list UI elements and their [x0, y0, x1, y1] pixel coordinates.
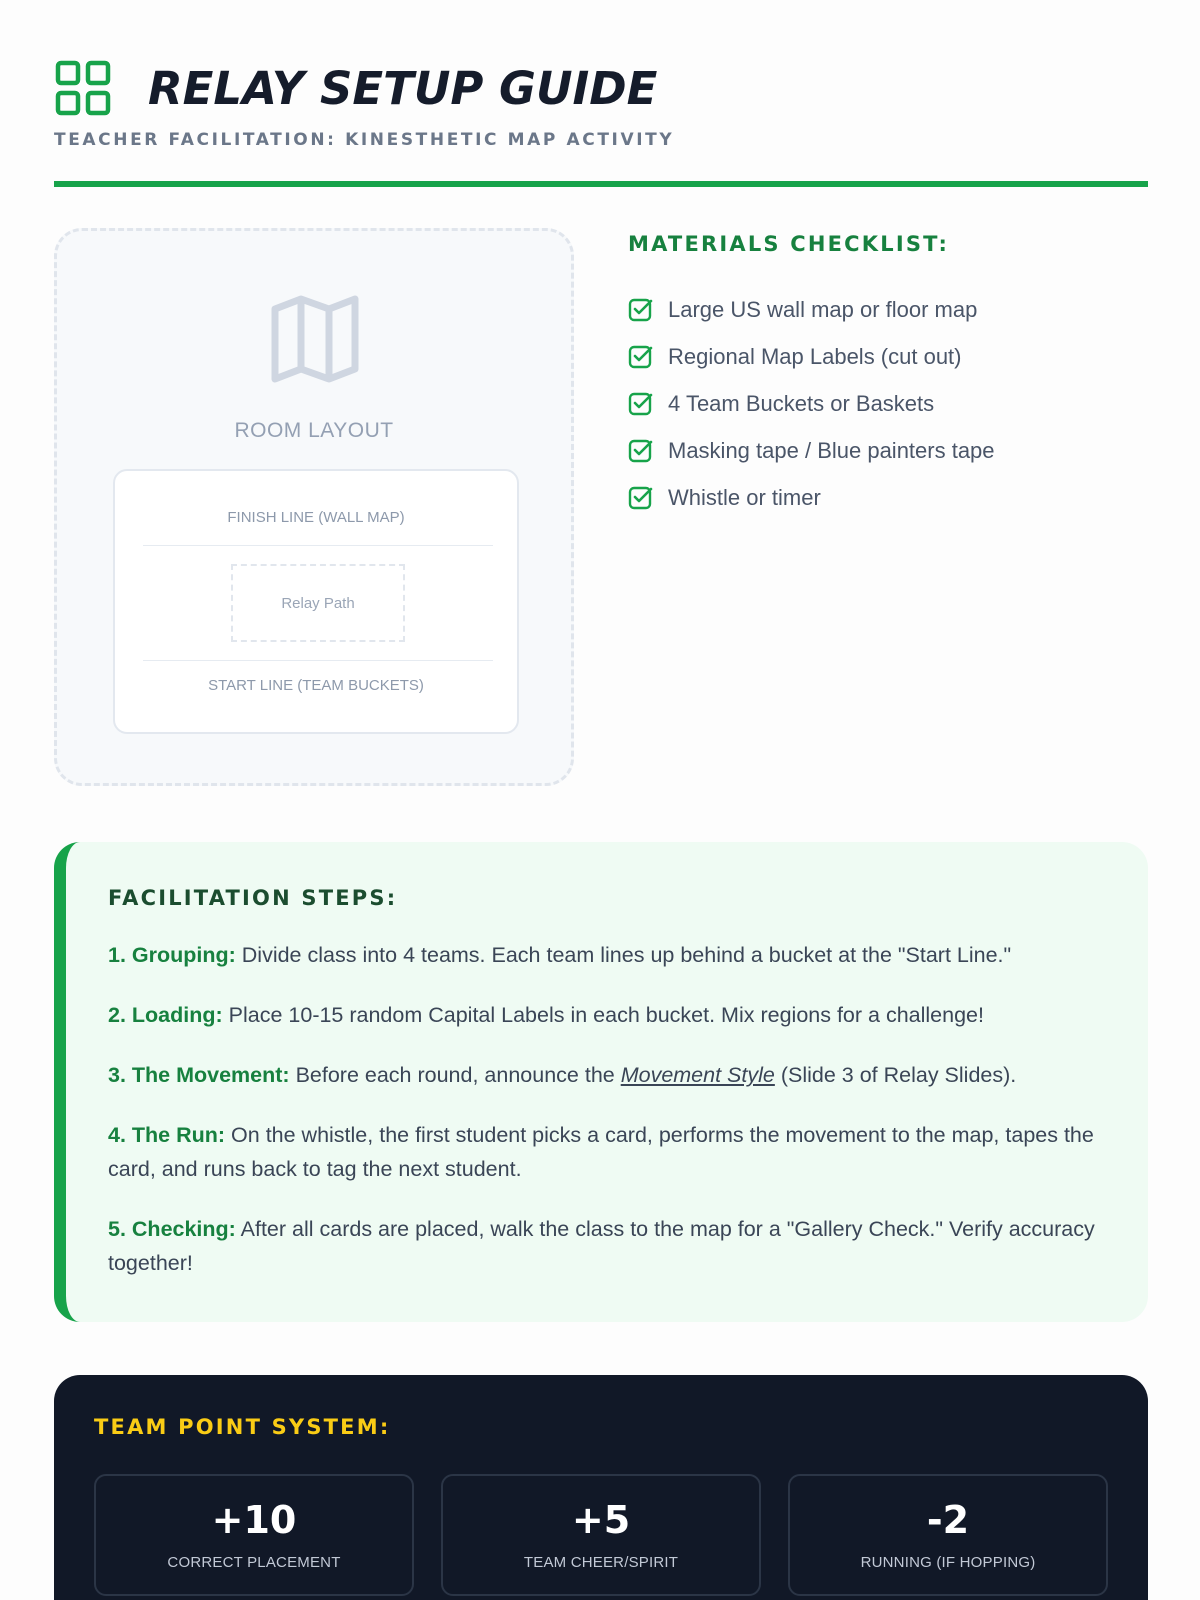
step-item	[108, 998, 1108, 1032]
checklist-item	[628, 474, 1148, 521]
materials-checklist	[628, 228, 1148, 521]
step-text: Before each round, announce the	[289, 1063, 621, 1087]
checklist-item-label: Masking tape / Blue painters tape	[668, 437, 995, 463]
relay-path-label: Relay Path	[281, 594, 355, 612]
step-lead: 1. Grouping:	[108, 943, 236, 967]
materials-heading: MATERIALS CHECKLIST:	[628, 232, 950, 256]
steps-heading: FACILITATION STEPS:	[108, 886, 398, 910]
checkbox-checked-icon	[628, 485, 654, 511]
checkbox-checked-icon	[628, 391, 654, 417]
step-text: After all cards are placed, walk the class to the map for a "Gallery Check." Verify accuracy together!	[108, 1217, 1095, 1275]
facilitation-steps-panel	[54, 842, 1148, 1322]
start-line-label: START LINE (TEAM BUCKETS)	[208, 677, 424, 694]
checklist-item-label: 4 Team Buckets or Baskets	[668, 390, 935, 416]
checklist-item-label: Whistle or timer	[668, 484, 821, 510]
movement-style-link[interactable]: Movement Style	[620, 1063, 775, 1087]
step-lead: 3. The Movement:	[108, 1063, 290, 1087]
room-layout-card	[54, 228, 574, 786]
step-lead: 2. Loading:	[108, 1003, 223, 1027]
point-card	[94, 1474, 414, 1596]
materials-list	[628, 286, 1148, 521]
checkbox-checked-icon	[628, 297, 654, 323]
step-lead: 5. Checking:	[108, 1217, 236, 1241]
divider	[143, 545, 493, 546]
point-label: TEAM CHEER/SPIRIT	[523, 1554, 679, 1571]
point-card	[441, 1474, 761, 1596]
step-item	[108, 1212, 1108, 1280]
step-text: Place 10-15 random Capital Labels in each bucket. Mix regions for a challenge!	[222, 1003, 984, 1027]
map-icon	[269, 293, 361, 385]
point-label: CORRECT PLACEMENT	[167, 1554, 341, 1571]
step-text: On the whistle, the first student picks a card, performs the movement to the map, tapes the card, and runs back to tag the next student.	[108, 1123, 1094, 1181]
step-text: (Slide 3 of Relay Slides).	[774, 1063, 1017, 1087]
point-value: -2	[926, 1498, 970, 1542]
page-header	[54, 58, 1148, 150]
checklist-item	[628, 286, 1148, 333]
point-value: +5	[571, 1498, 631, 1542]
page-subtitle: TEACHER FACILITATION: KINESTHETIC MAP ACTIVITY	[54, 130, 675, 150]
points-heading: TEAM POINT SYSTEM:	[94, 1415, 391, 1439]
step-item	[108, 938, 1108, 972]
point-value: +10	[211, 1498, 297, 1542]
checklist-item-label: Large US wall map or floor map	[668, 296, 978, 322]
finish-line-label: FINISH LINE (WALL MAP)	[227, 509, 405, 526]
room-layout-label: ROOM LAYOUT	[234, 419, 394, 442]
room-layout-diagram	[113, 469, 519, 734]
step-lead: 4. The Run:	[108, 1123, 226, 1147]
step-text: Divide class into 4 teams. Each team lines up behind a bucket at the "Start Line."	[235, 943, 1012, 967]
checklist-item	[628, 333, 1148, 380]
checkbox-checked-icon	[628, 344, 654, 370]
title-row	[54, 58, 1148, 118]
point-card	[788, 1474, 1108, 1596]
page-title: RELAY SETUP GUIDE	[148, 61, 658, 115]
team-point-system-panel	[54, 1375, 1148, 1600]
checklist-item	[628, 380, 1148, 427]
checklist-item-label: Regional Map Labels (cut out)	[668, 343, 962, 369]
step-item	[108, 1118, 1108, 1186]
step-item	[108, 1058, 1108, 1092]
checklist-item	[628, 427, 1148, 474]
point-label: RUNNING (IF HOPPING)	[860, 1554, 1036, 1571]
relay-path-box	[231, 564, 405, 642]
steps-list	[108, 938, 1108, 1306]
header-divider	[54, 181, 1148, 187]
checkbox-checked-icon	[628, 438, 654, 464]
grid-icon	[54, 59, 112, 117]
divider	[143, 660, 493, 661]
